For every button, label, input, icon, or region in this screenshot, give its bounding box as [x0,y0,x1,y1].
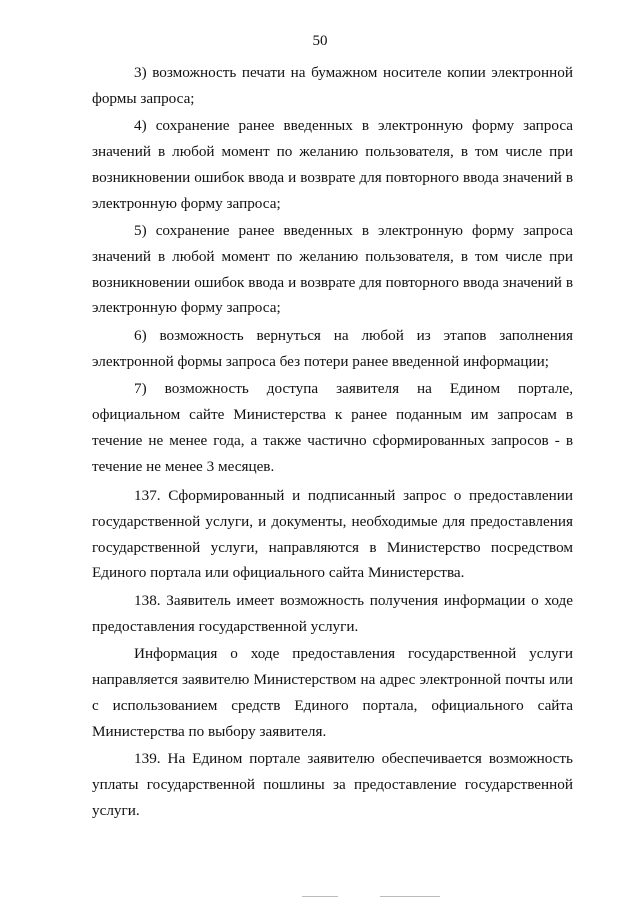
paragraph-item-6: 6) возможность вернуться на любой из этапов заполнения электронной формы запроса без потери ранее введенной информации; [92,327,573,370]
page-number: 50 [312,33,328,49]
paragraph-item-7: 7) возможность доступа заявителя на Едином портале, официальном сайте Министерства к ранее поданным им запросам в течение не менее года, а также частично сформированных запросов - в течение не менее 3 месяцев. [92,380,573,475]
paragraph-138-info: Информация о ходе предоставления государственной услуги направляется заявителю Министерством на адрес электронной почты или с использованием средств Единого портала, официального сайта Министерства по выбору заявителя. [92,645,573,740]
footer-rule-left [302,896,338,897]
paragraph-item-3: 3) возможность печати на бумажном носителе копии электронной формы запроса; [92,64,573,107]
footer-rule-right [380,896,440,897]
paragraph-139: 139. На Едином портале заявителю обеспечивается возможность уплаты государственной пошлины за предоставление государственной услуги. [92,750,573,819]
paragraph-138: 138. Заявитель имеет возможность получения информации о ходе предоставления государственной услуги. [92,592,573,635]
paragraph-item-5: 5) сохранение ранее введенных в электронную форму запроса значений в любой момент по желанию пользователя, в том числе при возникновении ошибок ввода и возврате для повторного ввода значений в электронную форму запроса; [92,222,573,317]
document-body [92,60,573,825]
paragraph-item-4: 4) сохранение ранее введенных в электронную форму запроса значений в любой момент по желанию пользователя, в том числе при возникновении ошибок ввода и возврате для повторного ввода значений в электронную форму запроса; [92,117,573,212]
paragraph-137: 137. Сформированный и подписанный запрос о предоставлении государственной услуги, и документы, необходимые для предоставления государственной услуги, направляются в Министерство посредством Единого портала или официального сайта Министерства. [92,487,573,582]
